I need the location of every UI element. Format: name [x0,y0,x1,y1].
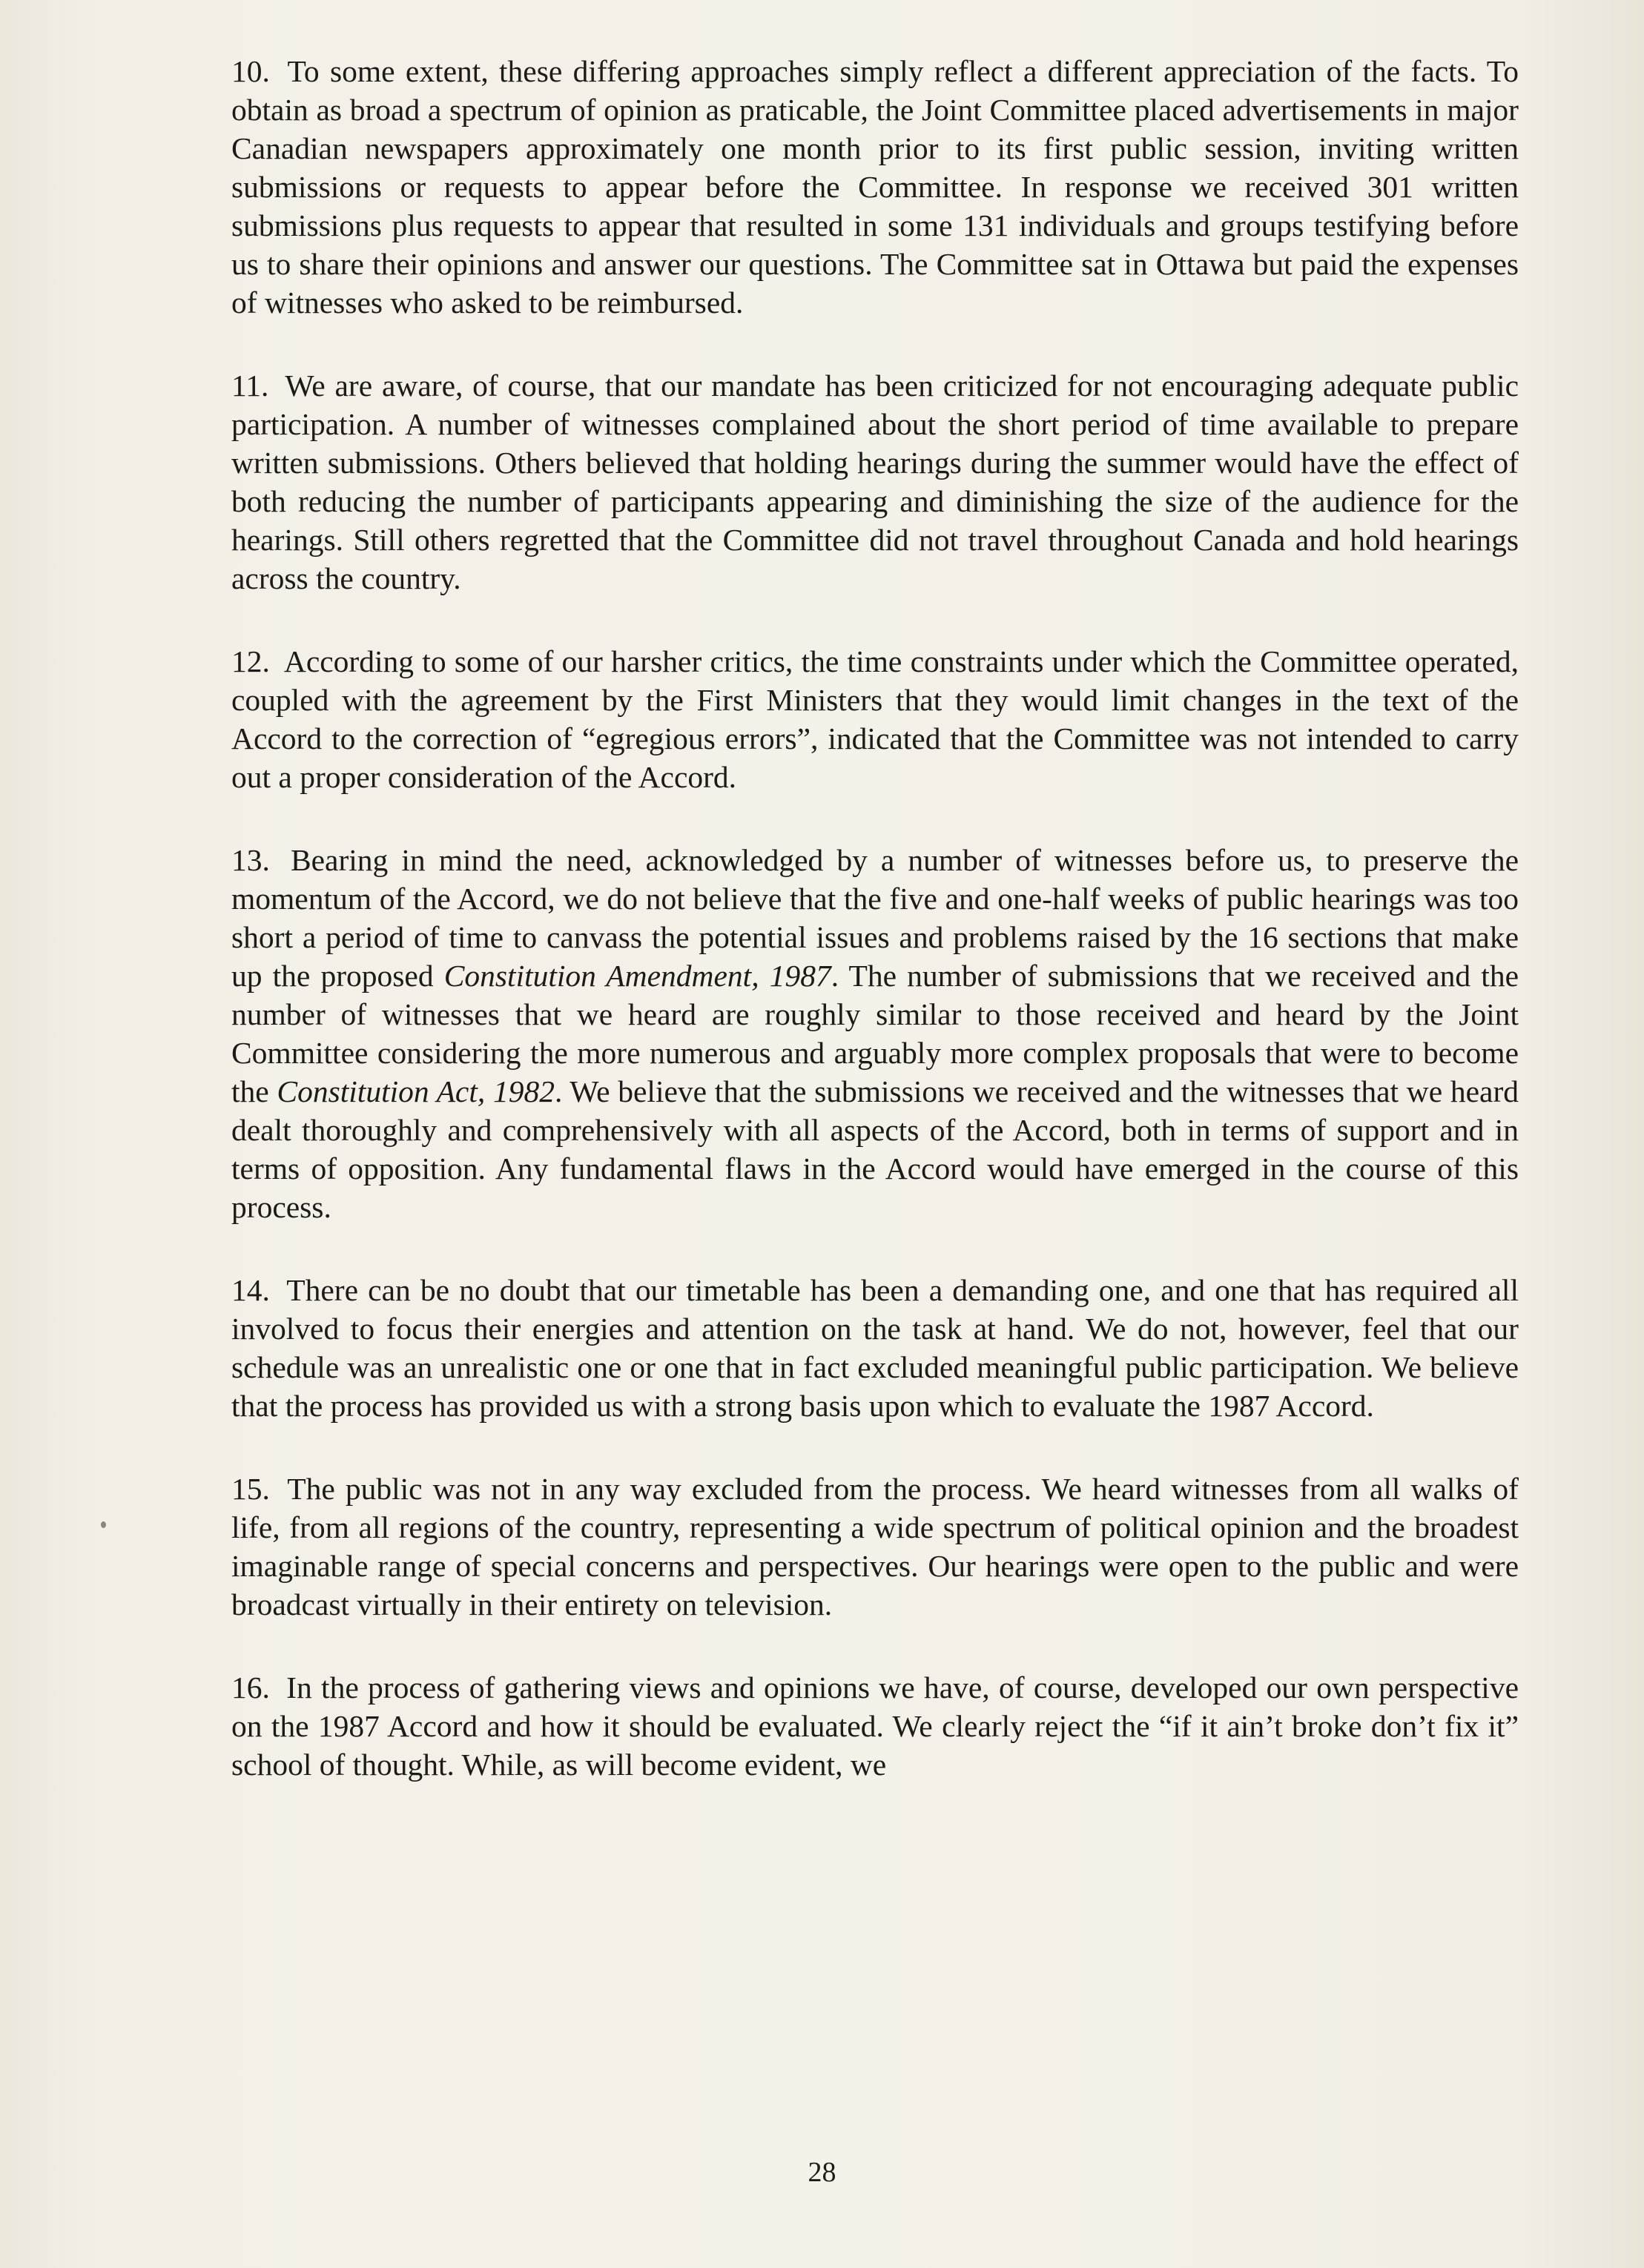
paragraph-16 [231,1668,1519,1784]
paragraph-12 [231,642,1519,796]
paragraph-text-part: . We believe that the submissions we received and the witnesses that we heard dealt thoroughly and comprehensively with all aspects of the Accord, both in terms of support and in terms of opposition. Any fundamental flaws in the Accord would have emerged in the course of this process. [231,1074,1519,1224]
stray-ink-mark [101,1521,106,1528]
italic-title: Constitution Amendment, 1987 [443,959,831,993]
paragraph-text-part: Bearing in mind the need, acknowledged by a number of witnesses before us, to preserve the momentum of the Accord, we do not believe that the five and one-half weeks of public hearings was too short a period of time to canvass the potential issues and problems raised by the 16 sections that make up the proposed [231,843,1519,993]
paragraph-text: The public was not in any way excluded from the process. We heard witnesses from all walks of life, from all regions of the country, representing a wide spectrum of political opinion and the broadest imaginable range of special concerns and perspectives. Our hearings were open to the public and were broadcast virtually in their entirety on television. [231,1472,1519,1621]
paragraph-14 [231,1271,1519,1425]
paragraph-text: To some extent, these differing approaches simply reflect a different appreciation of the facts. To obtain as broad a spectrum of opinion as praticable, the Joint Committee placed advertisements in major Canadian newspapers approximately one month prior to its first public session, inviting written submissions or requests to appear before the Committee. In response we received 301 written submissions plus requests to appear that resulted in some 131 individuals and groups testifying before us to share their opinions and answer our questions. The Committee sat in Ottawa but paid the expenses of witnesses who asked to be reimbursed. [231,54,1519,320]
paragraph-text: There can be no doubt that our timetable has been a demanding one, and one that has required all involved to focus their energies and attention on the task at hand. We do not, however, feel that our schedule was an unrealistic one or one that in fact excluded meaningful public participation. We believe that the process has provided us with a strong basis upon which to evaluate the 1987 Accord. [231,1273,1519,1423]
body-text [231,52,1519,1828]
paragraph-11 [231,366,1519,598]
paragraph-number: 12. [231,644,270,678]
paragraph-text: In the process of gathering views and opinions we have, of course, developed our own perspective on the 1987 Accord and how it should be evaluated. We clearly reject the “if it ain’t broke don’t fix it” school of thought. While, as will become evident, we [231,1670,1519,1782]
paragraph-number: 14. [231,1273,270,1307]
paragraph-text: We are aware, of course, that our mandate has been criticized for not encouraging adequate public participation. A number of witnesses complained about the short period of time available to prepare written submissions. Others believed that holding hearings during the summer would have the effect of both reducing the number of participants appearing and diminishing the size of the audience for the hearings. Still others regretted that the Committee did not travel throughout Canada and hold hearings across the country. [231,368,1519,595]
paragraph-number: 11. [231,368,269,403]
paragraph-10 [231,52,1519,322]
paragraph-text-part: . The number of submissions that we received and the number of witnesses that we heard are roughly similar to those received and heard by the Joint Committee considering the more numerous and arguably more complex proposals that were to become the [231,959,1519,1108]
paragraph-text: According to some of our harsher critics, the time constraints under which the Committee operated, coupled with the agreement by the First Ministers that they would limit changes in the text of the Accord to the correction of “egregious errors”, indicated that the Committee was not intended to carry out a proper consideration of the Accord. [231,644,1519,794]
paragraph-15 [231,1469,1519,1624]
paragraph-number: 10. [231,54,270,88]
page-number: 28 [808,2157,836,2188]
paragraph-number: 15. [231,1472,270,1506]
italic-title: Constitution Act, 1982 [277,1074,555,1108]
paragraph-number: 13. [231,843,270,877]
paragraph-13 [231,841,1519,1226]
paragraph-number: 16. [231,1670,270,1705]
